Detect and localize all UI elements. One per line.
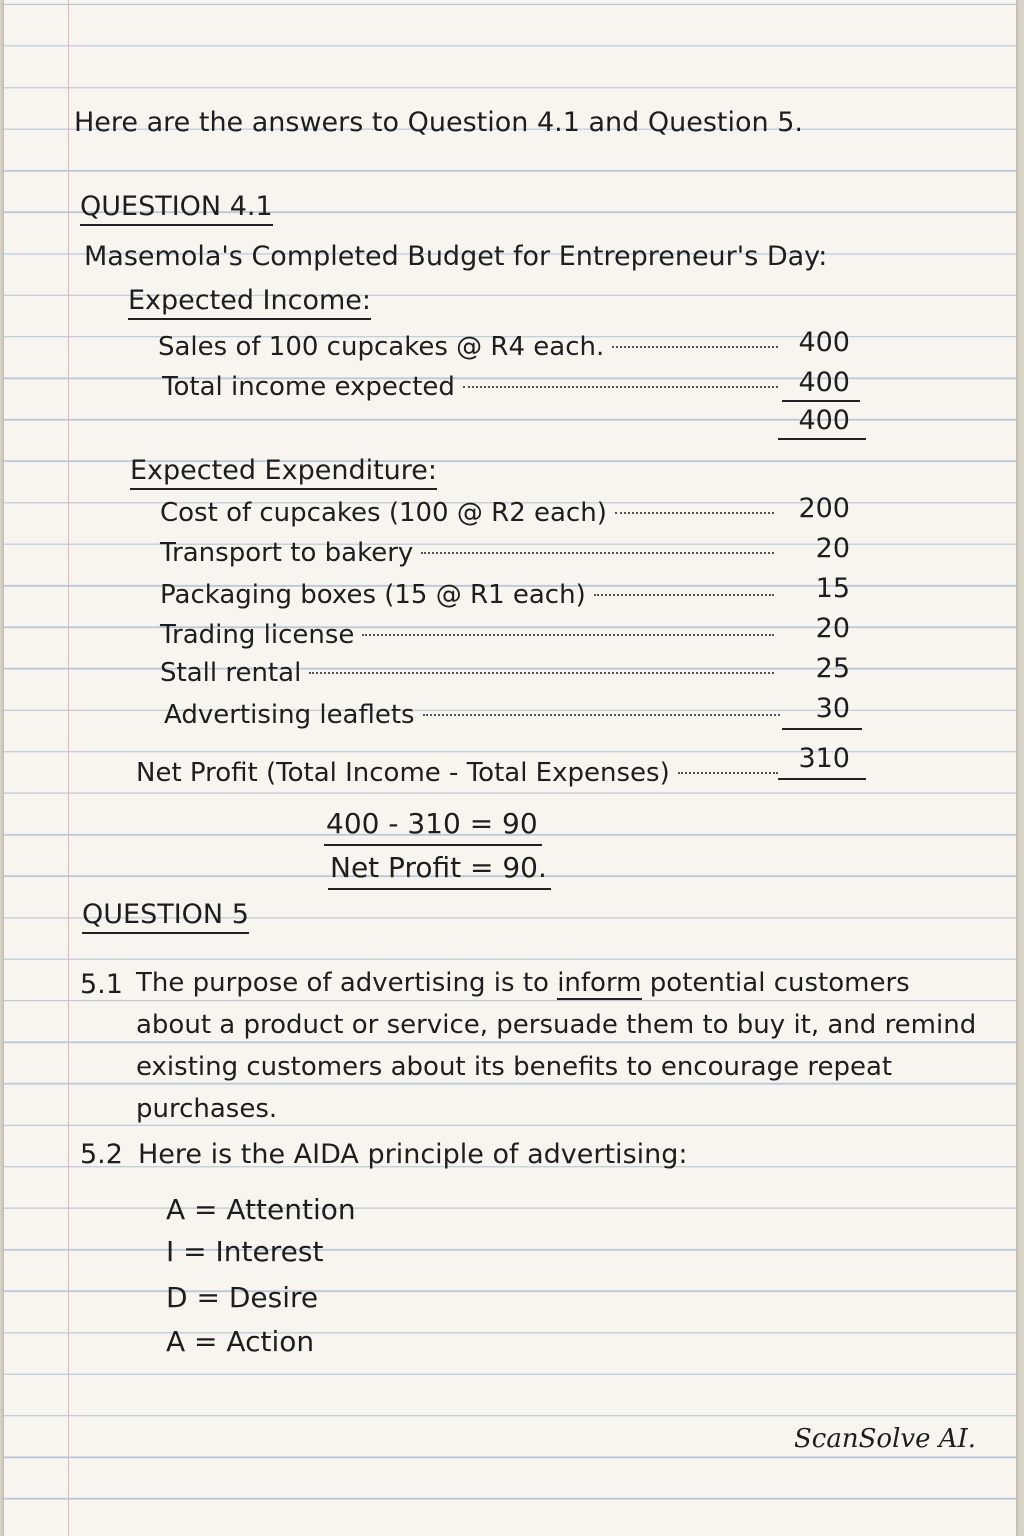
budget-title: Masemola's Completed Budget for Entrepreneur's Day: [84,241,828,272]
question-5-2-number: 5.2 [80,1139,123,1170]
margin-line [68,0,69,1536]
expenditure-amount: 200 [798,493,850,524]
expenditure-total: 310 [798,743,850,774]
aida-attention: A = Attention [166,1193,356,1226]
question-5-1-number: 5.1 [80,969,123,1000]
aida-action: A = Action [166,1325,315,1358]
expenditure-row: Cost of cupcakes (100 @ R2 each) [160,496,784,530]
total-rule [782,400,860,402]
underlined-word: inform [557,968,642,998]
expenditure-amount: 15 [815,573,850,604]
expenditure-row: Stall rental [160,656,784,690]
income-amount: 400 [798,367,850,398]
expenditure-amount: 20 [815,613,850,644]
calculation-line: 400 - 310 = 90 [324,806,542,846]
income-total: 400 [798,405,850,436]
income-heading: Expected Income: [128,284,371,318]
aida-interest: I = Interest [166,1235,324,1268]
expenditure-row: Packaging boxes (15 @ R1 each) [160,578,784,612]
expenditure-amount: 25 [815,653,850,684]
question-5-1-answer: The purpose of advertising is to inform potential customers about a product or service, persuade them to buy it, and remind existing customers about its benefits to encourage repeat purchases. [136,968,977,1124]
question-5-heading: QUESTION 5 [82,898,249,932]
net-profit-row: Net Profit (Total Income - Total Expenses) [136,756,788,790]
expenditure-row: Trading license [160,618,784,652]
question-4-1-heading: QUESTION 4.1 [80,190,273,224]
expenditure-row: Advertising leaflets [164,698,790,732]
notebook-page [4,0,1016,1536]
income-row: Total income expected [162,370,788,404]
expenditure-row: Transport to bakery [160,536,784,570]
expenditure-amount: 30 [815,693,850,724]
signature: ScanSolve AI. [794,1424,977,1454]
expenditure-heading: Expected Expenditure: [130,454,437,488]
total-rule [778,778,866,780]
total-rule [778,438,866,440]
total-rule [782,728,862,730]
income-row: Sales of 100 cupcakes @ R4 each. [158,330,788,364]
income-amount: 400 [798,327,850,358]
expenditure-amount: 20 [815,533,850,564]
net-profit-result: Net Profit = 90. [328,850,551,890]
aida-desire: D = Desire [166,1281,319,1314]
question-5-2-text: Here is the AIDA principle of advertising: [138,1139,688,1170]
intro-text: Here are the answers to Question 4.1 and Question 5. [74,107,803,138]
